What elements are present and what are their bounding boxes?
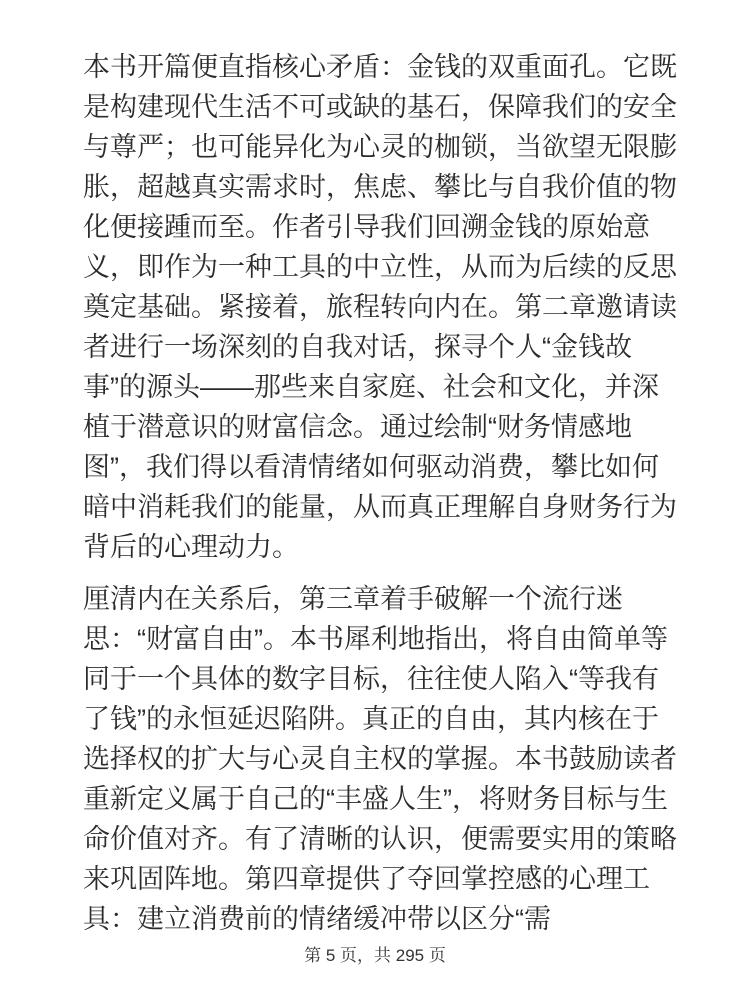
page-number-indicator: 第 5 页，共 295 页 bbox=[304, 946, 446, 965]
paragraph: 厘清内在关系后，第三章着手破解一个流行迷思：“财富自由”。本书犀利地指出，将自由简单等同于一个具体的数字目标，往往使人陷入“等我有了钱”的永恒延迟陷阱。真正的自由，其内核在于选择权的扩大与心灵自主权的掌握。本书鼓励读者重新定义属于自己的“丰盛人生”，将财务目标与生命价值对齐。有了清晰的认识，便需要实用的策略来巩固阵地。第四章提供了夺回掌控感的心理工具：建立消费前的情绪缓冲带以区分“需 bbox=[83, 584, 677, 934]
paragraph: 本书开篇便直指核心矛盾：金钱的双重面孔。它既是构建现代生活不可或缺的基石，保障我们的安全与尊严；也可能异化为心灵的枷锁，当欲望无限膨胀，超越真实需求时，焦虑、攀比与自我价值的物化便接踵而至。作者引导我们回溯金钱的原始意义，即作为一种工具的中立性，从而为后续的反思奠定基础。紧接着，旅程转向内在。第二章邀请读者进行一场深刻的自我对话，探寻个人“金钱故事”的源头——那些来自家庭、社会和文化，并深植于潜意识的财富信念。通过绘制“财务情感地图”，我们得以看清情绪如何驱动消费，攀比如何暗中消耗我们的能量，从而真正理解自身财务行为背后的心理动力。 bbox=[83, 52, 677, 562]
page-text-block bbox=[83, 47, 679, 951]
